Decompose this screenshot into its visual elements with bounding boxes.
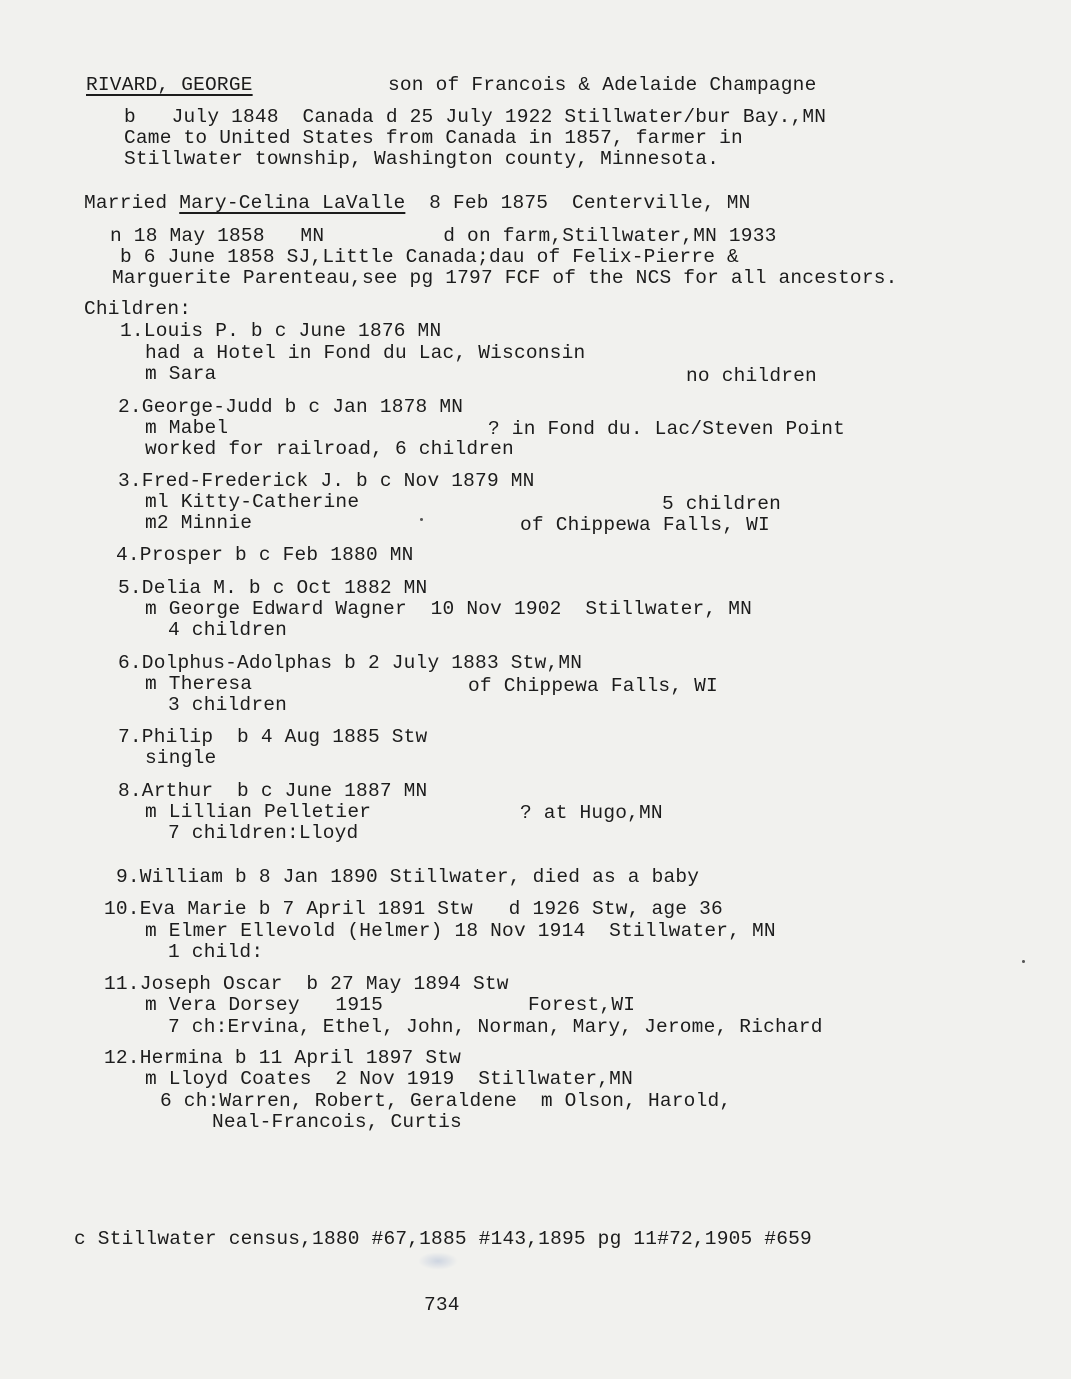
child-3-line-c: m2 Minnie: [145, 512, 253, 534]
bio-line-1: Came to United States from Canada in 1857, farmer in: [124, 127, 743, 149]
child-8-line-c: 7 children:Lloyd: [168, 822, 359, 844]
child-3-note-c: of Chippewa Falls, WI: [520, 514, 770, 536]
child-4-line-a: 4.Prosper b c Feb 1880 MN: [116, 544, 414, 566]
child-1-line-a: 1.Louis P. b c June 1876 MN: [120, 320, 442, 342]
child-1-line-c: m Sara: [145, 363, 217, 385]
child-6-line-b: m Theresa: [145, 673, 253, 695]
census-reference: c Stillwater census,1880 #67,1885 #143,1895 pg 11#72,1905 #659: [74, 1228, 812, 1250]
child-3-note-b: 5 children: [662, 493, 782, 515]
parents: son of Francois & Adelaide Champagne: [388, 74, 817, 96]
stamp-smudge: [418, 1252, 458, 1270]
page-number: 734: [424, 1294, 460, 1316]
child-10-line-c: 1 child:: [168, 941, 264, 963]
child-8-line-a: 8.Arthur b c June 1887 MN: [118, 780, 428, 802]
child-8-line-b: m Lillian Pelletier: [145, 801, 372, 823]
child-5-line-a: 5.Delia M. b c Oct 1882 MN: [118, 577, 428, 599]
bio-line-2: Stillwater township, Washington county, Minnesota.: [124, 148, 720, 170]
person-name: RIVARD, GEORGE: [86, 74, 253, 96]
marriage-line: [84, 192, 751, 214]
child-11-line-a: 11.Joseph Oscar b 27 May 1894 Stw: [104, 973, 509, 995]
child-1-note: no children: [686, 365, 817, 387]
child-7-line-a: 7.Philip b 4 Aug 1885 Stw: [118, 726, 428, 748]
child-12-line-a: 12.Hermina b 11 April 1897 Stw: [104, 1047, 462, 1069]
child-5-line-c: 4 children: [168, 619, 288, 641]
child-6-line-c: 3 children: [168, 694, 288, 716]
child-6-note: of Chippewa Falls, WI: [468, 675, 718, 697]
child-2-note: ? in Fond du. Lac/Steven Point: [488, 418, 846, 440]
child-10-line-a: 10.Eva Marie b 7 April 1891 Stw d 1926 Stw, age 36: [104, 898, 723, 920]
spouse-dates: n 18 May 1858 MN d on farm,Stillwater,MN 1933: [110, 225, 777, 247]
child-9-line-a: 9.William b 8 Jan 1890 Stillwater, died as a baby: [116, 866, 700, 888]
marriage-details: 8 Feb 1875 Centerville, MN: [405, 192, 751, 214]
ink-speck: [1022, 960, 1025, 963]
child-8-note: ? at Hugo,MN: [520, 802, 663, 824]
children-heading: Children:: [84, 298, 192, 320]
child-2-line-c: worked for railroad, 6 children: [145, 438, 514, 460]
marriage-prefix: Married: [84, 192, 180, 214]
child-7-line-b: single: [145, 747, 217, 769]
child-11-line-b: m Vera Dorsey 1915: [145, 994, 384, 1016]
spouse-baptism: b 6 June 1858 SJ,Little Canada;dau of Felix-Pierre &: [120, 246, 739, 268]
birth-death-line: b July 1848 Canada d 25 July 1922 Stillwater/bur Bay.,MN: [124, 106, 827, 128]
child-3-line-b: ml Kitty-Catherine: [145, 491, 360, 513]
child-1-line-b: had a Hotel in Fond du Lac, Wisconsin: [145, 342, 586, 364]
child-12-line-b: m Lloyd Coates 2 Nov 1919 Stillwater,MN: [145, 1068, 633, 1090]
child-12-line-d: Neal-Francois, Curtis: [212, 1111, 462, 1133]
child-11-note: Forest,WI: [528, 994, 636, 1016]
child-6-line-a: 6.Dolphus-Adolphas b 2 July 1883 Stw,MN: [118, 652, 583, 674]
child-3-line-a: 3.Fred-Frederick J. b c Nov 1879 MN: [118, 470, 535, 492]
child-10-line-b: m Elmer Ellevold (Helmer) 18 Nov 1914 Stillwater, MN: [145, 920, 776, 942]
child-2-line-a: 2.George-Judd b c Jan 1878 MN: [118, 396, 464, 418]
ink-speck: [420, 518, 423, 521]
child-11-line-c: 7 ch:Ervina, Ethel, John, Norman, Mary, Jerome, Richard: [168, 1016, 823, 1038]
child-5-line-b: m George Edward Wagner 10 Nov 1902 Stillwater, MN: [145, 598, 752, 620]
spouse-ancestry: Marguerite Parenteau,see pg 1797 FCF of the NCS for all ancestors.: [112, 267, 898, 289]
child-12-line-c: 6 ch:Warren, Robert, Geraldene m Olson, Harold,: [160, 1090, 732, 1112]
spouse-name: Mary-Celina LaValle: [179, 192, 406, 214]
child-2-line-b: m Mabel: [145, 417, 229, 439]
